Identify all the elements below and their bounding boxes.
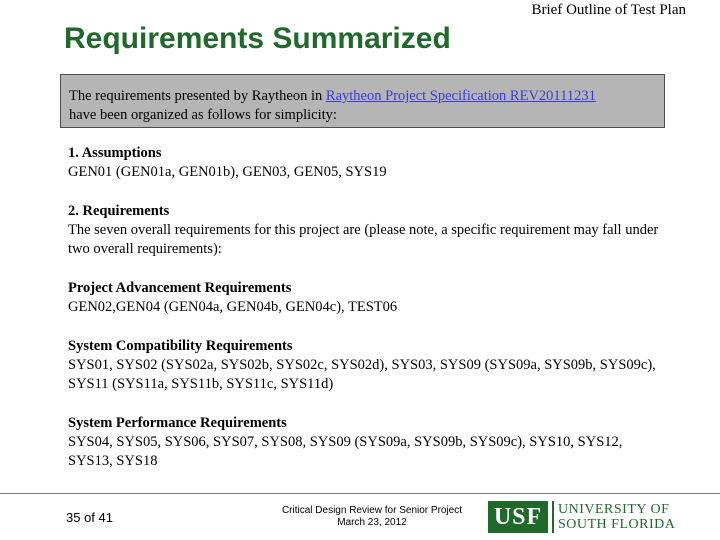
slide-title: Requirements Summarized (64, 22, 451, 55)
page-number: 35 of 41 (66, 510, 113, 525)
usf-logo-mark: USF (488, 501, 548, 533)
requirements-heading: 2. Requirements (68, 203, 170, 219)
spec-link[interactable]: Raytheon Project Specification REV20111231 (325, 88, 596, 104)
usf-logo (488, 501, 675, 533)
footer-divider (0, 493, 720, 494)
system-compatibility-heading: System Compatibility Requirements (68, 338, 293, 354)
project-advancement-items: GEN02,GEN04 (GEN04a, GEN04b, GEN04c), TEST06 (68, 299, 398, 315)
footer-line-1: Critical Design Review for Senior Project (281, 505, 463, 516)
system-performance-items: SYS04, SYS05, SYS06, SYS07, SYS08, SYS09 (SYS09a, SYS09b, SYS09c), SYS10, SYS12, SYS13, SYS18 (68, 434, 623, 469)
logo-divider (552, 501, 554, 533)
logo-line-1: UNIVERSITY OF (558, 502, 670, 517)
footer-caption (262, 505, 482, 529)
assumptions-items: GEN01 (GEN01a, GEN01b), GEN03, GEN05, SYS19 (68, 164, 387, 180)
system-compatibility-items: SYS01, SYS02 (SYS02a, SYS02b, SYS02c, SYS02d), SYS03, SYS09 (SYS09a, SYS09b, SYS09c), SYS11 (SYS11a, SYS11b, SYS11c, SYS11d) (68, 357, 656, 392)
section-title: Brief Outline of Test Plan (531, 2, 686, 18)
slide-body (68, 144, 668, 471)
footer-line-2: March 23, 2012 (337, 517, 407, 528)
assumptions-heading: 1. Assumptions (68, 145, 162, 161)
intro-text-continued: have been organized as follows for simplicity: (69, 107, 337, 123)
system-performance-heading: System Performance Requirements (68, 415, 287, 431)
requirements-description: The seven overall requirements for this project are (please note, a specific requirement may fall under two overall requirements): (68, 222, 659, 257)
intro-text: The requirements presented by Raytheon in (69, 88, 326, 104)
logo-line-2: SOUTH FLORIDA (558, 517, 676, 532)
usf-logo-wordmark (558, 502, 675, 532)
intro-box (60, 74, 665, 128)
project-advancement-heading: Project Advancement Requirements (68, 280, 292, 296)
